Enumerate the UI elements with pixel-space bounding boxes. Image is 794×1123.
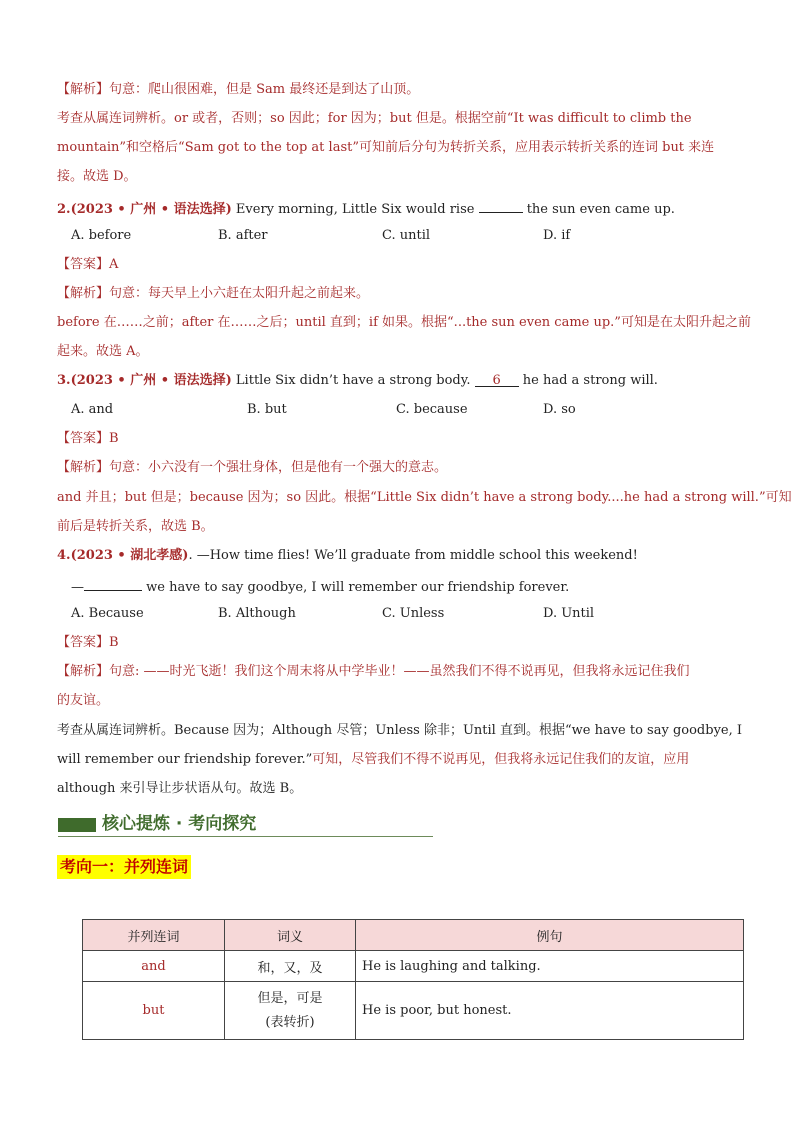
q3-blank[interactable]: 6 bbox=[475, 371, 519, 387]
q1-analysis-line4: 接。故选 D。 bbox=[57, 169, 137, 184]
table-header: 例句 bbox=[356, 920, 744, 951]
banner-bar bbox=[58, 818, 96, 832]
q4-analysis-line2: 的友谊。 bbox=[57, 693, 110, 708]
q3-answer: 【答案】B bbox=[57, 431, 119, 446]
table-header-row bbox=[83, 920, 744, 951]
q3-option-b[interactable]: B. but bbox=[247, 402, 287, 417]
q1-analysis-line3: mountain”和空格后“Sam got to the top at last”可知前后分句为转折关系，应用表示转折关系的连词 but 来连 bbox=[57, 140, 715, 155]
q4-option-c[interactable]: C. Unless bbox=[382, 606, 445, 621]
q3-stem: 3.(2023 • 广州 • 语法选择) Little Six didn’t have a strong body. 6 he had a strong will. bbox=[57, 373, 658, 388]
q3-option-c[interactable]: C. because bbox=[396, 402, 468, 417]
q4-analysis-line1: 【解析】句意: ——时光飞逝！我们这个周末将从中学毕业！——虽然我们不得不说再见，但我将永远记住我们 bbox=[57, 664, 690, 679]
table-cell-meaning bbox=[225, 982, 356, 1040]
q2-stem: 2.(2023 • 广州 • 语法选择) Every morning, Little Six would rise the sun even came up. bbox=[57, 197, 675, 220]
q4-option-a[interactable]: A. Because bbox=[71, 606, 144, 621]
table-row bbox=[83, 982, 744, 1040]
q4-stem-line1: 4.(2023 • 湖北孝感). —How time flies! We’ll graduate from middle school this weekend! bbox=[57, 548, 638, 563]
q3-option-d[interactable]: D. so bbox=[543, 402, 576, 417]
table-cell-example: He is laughing and talking. bbox=[356, 951, 744, 982]
section-heading: 考向一：并列连词 bbox=[57, 855, 191, 879]
banner-title: 核心提炼 · 考向探究 bbox=[102, 814, 257, 834]
core-summary-banner bbox=[58, 812, 433, 837]
q3-option-a[interactable]: A. and bbox=[71, 402, 114, 417]
q2-answer: 【答案】A bbox=[57, 257, 119, 272]
table-header: 词义 bbox=[225, 920, 356, 951]
table-cell-meaning-line1: 但是，可是 bbox=[257, 990, 323, 1006]
q4-analysis-line3: 考查从属连词辨析。Because 因为；Although 尽管；Unless 除非；Until 直到。根据“we have to say goodbye, I bbox=[57, 723, 743, 738]
q4-analysis-line5: although 来引导让步状语从句。故选 B。 bbox=[57, 781, 303, 796]
table-cell-word: but bbox=[83, 982, 225, 1040]
q2-analysis-line3: 起来。故选 A。 bbox=[57, 344, 149, 359]
q3-analysis-line1: 【解析】句意：小六没有一个强壮身体，但是他有一个强大的意志。 bbox=[57, 460, 448, 475]
q2-option-d[interactable]: D. if bbox=[543, 228, 571, 243]
table-row bbox=[83, 951, 744, 982]
q1-analysis-line1: 【解析】句意：爬山很困难，但是 Sam 最终还是到达了山顶。 bbox=[57, 82, 420, 97]
conjunction-table bbox=[82, 919, 744, 1040]
q3-analysis-line2: and 并且；but 但是；because 因为；so 因此。根据“Little Six didn’t have a strong body....he had a strong will.”可知 bbox=[57, 490, 792, 505]
q4-answer: 【答案】B bbox=[57, 635, 119, 650]
table-cell-example: He is poor, but honest. bbox=[356, 982, 744, 1040]
q2-option-b[interactable]: B. after bbox=[218, 228, 268, 243]
table-cell-word: and bbox=[83, 951, 225, 982]
q1-analysis-line2: 考查从属连词辨析。or 或者，否则；so 因此；for 因为；but 但是。根据空前“It was difficult to climb the bbox=[57, 111, 692, 126]
q4-option-d[interactable]: D. Until bbox=[543, 606, 595, 621]
q2-option-a[interactable]: A. before bbox=[71, 228, 132, 243]
table-header: 并列连词 bbox=[83, 920, 225, 951]
q2-analysis-line2: before 在……之前；after 在……之后；until 直到；if 如果。根据“...the sun even came up.”可知是在太阳升起之前 bbox=[57, 315, 751, 330]
q2-option-c[interactable]: C. until bbox=[382, 228, 431, 243]
q4-stem-line2: — we have to say goodbye, I will remember our friendship forever. bbox=[71, 575, 569, 598]
q2-blank[interactable] bbox=[479, 197, 523, 213]
q3-analysis-line3: 前后是转折关系，故选 B。 bbox=[57, 519, 214, 534]
q4-blank[interactable] bbox=[84, 575, 142, 591]
q4-analysis-line4: will remember our friendship forever.”可知，尽管我们不得不说再见，但我将永远记住我们的友谊，应用 bbox=[57, 752, 690, 767]
q2-analysis-line1: 【解析】句意：每天早上小六赶在太阳升起之前起来。 bbox=[57, 286, 370, 301]
table-cell-meaning: 和，又，及 bbox=[225, 951, 356, 982]
q4-option-b[interactable]: B. Although bbox=[218, 606, 296, 621]
table-cell-meaning-line2: (表转折) bbox=[265, 1014, 315, 1030]
